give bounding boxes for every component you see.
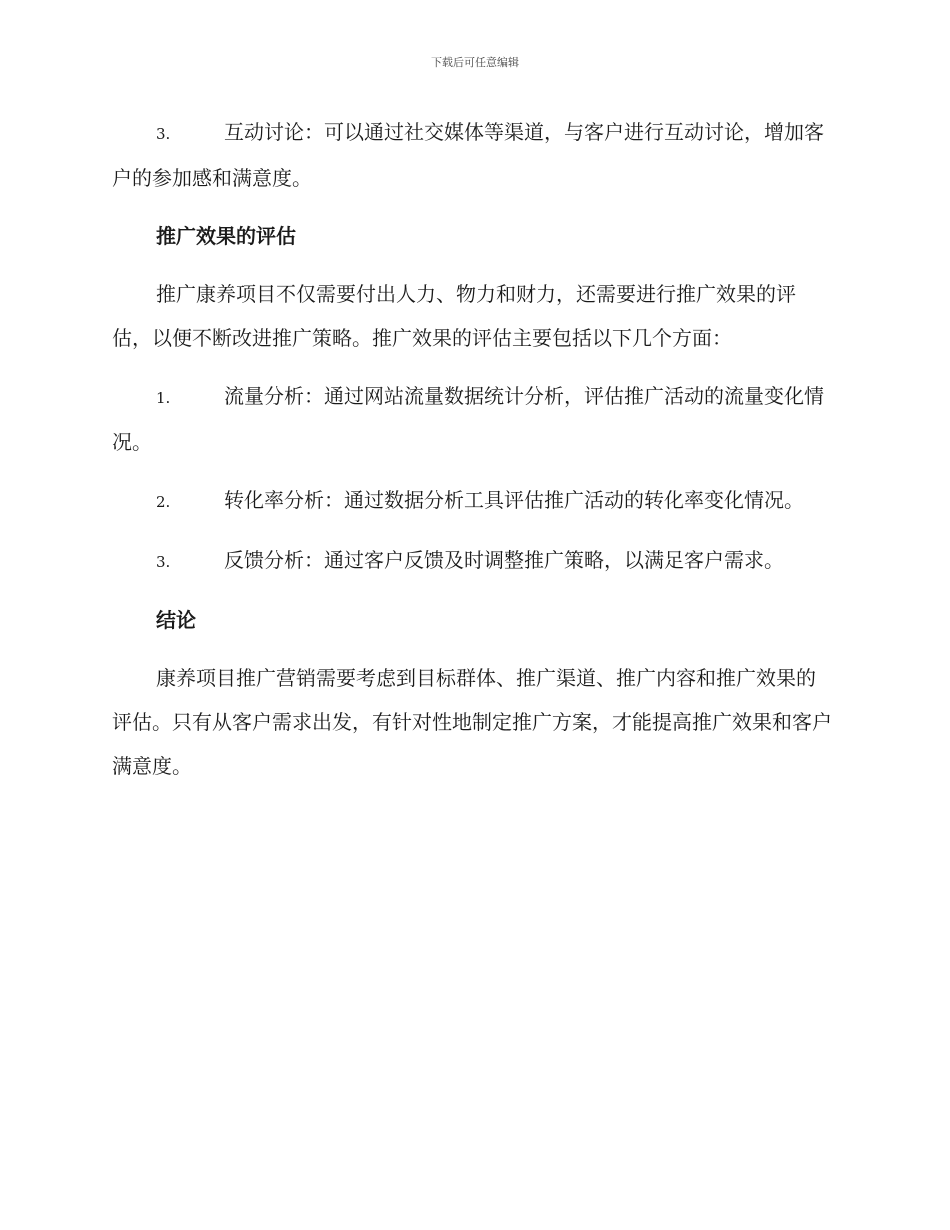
list-item-interaction (112, 110, 834, 200)
list-item-text: 转化率分析：通过数据分析工具评估推广活动的转化率变化情况。 (224, 488, 804, 512)
list-item-text: 反馈分析：通过客户反馈及时调整推广策略，以满足客户需求。 (224, 548, 784, 572)
list-item-number: 3. (156, 125, 171, 143)
list-item-text: 流量分析：通过网站流量数据统计分析，评估推广活动的流量变化情况。 (112, 384, 824, 454)
document-body (112, 110, 834, 802)
section-heading-conclusion: 结论 (156, 608, 196, 632)
list-item-number: 2. (156, 493, 171, 511)
paragraph-evaluation-intro: 推广康养项目不仅需要付出人力、物力和财力，还需要进行推广效果的评估，以便不断改进推广策略。推广效果的评估主要包括以下几个方面： (112, 282, 796, 350)
list-item-feedback (112, 538, 834, 584)
list-item-number: 1. (156, 389, 171, 407)
list-item-text: 互动讨论：可以通过社交媒体等渠道，与客户进行互动讨论，增加客户的参加感和满意度。 (112, 120, 824, 190)
list-item-number: 3. (156, 553, 171, 571)
page-header-note: 下载后可任意编辑 (431, 56, 519, 69)
section-heading-evaluation: 推广效果的评估 (156, 224, 296, 248)
list-item-traffic (112, 374, 834, 464)
list-item-conversion (112, 478, 834, 524)
paragraph-conclusion: 康养项目推广营销需要考虑到目标群体、推广渠道、推广内容和推广效果的评估。只有从客户需求出发，有针对性地制定推广方案，才能提高推广效果和客户满意度。 (112, 666, 832, 778)
